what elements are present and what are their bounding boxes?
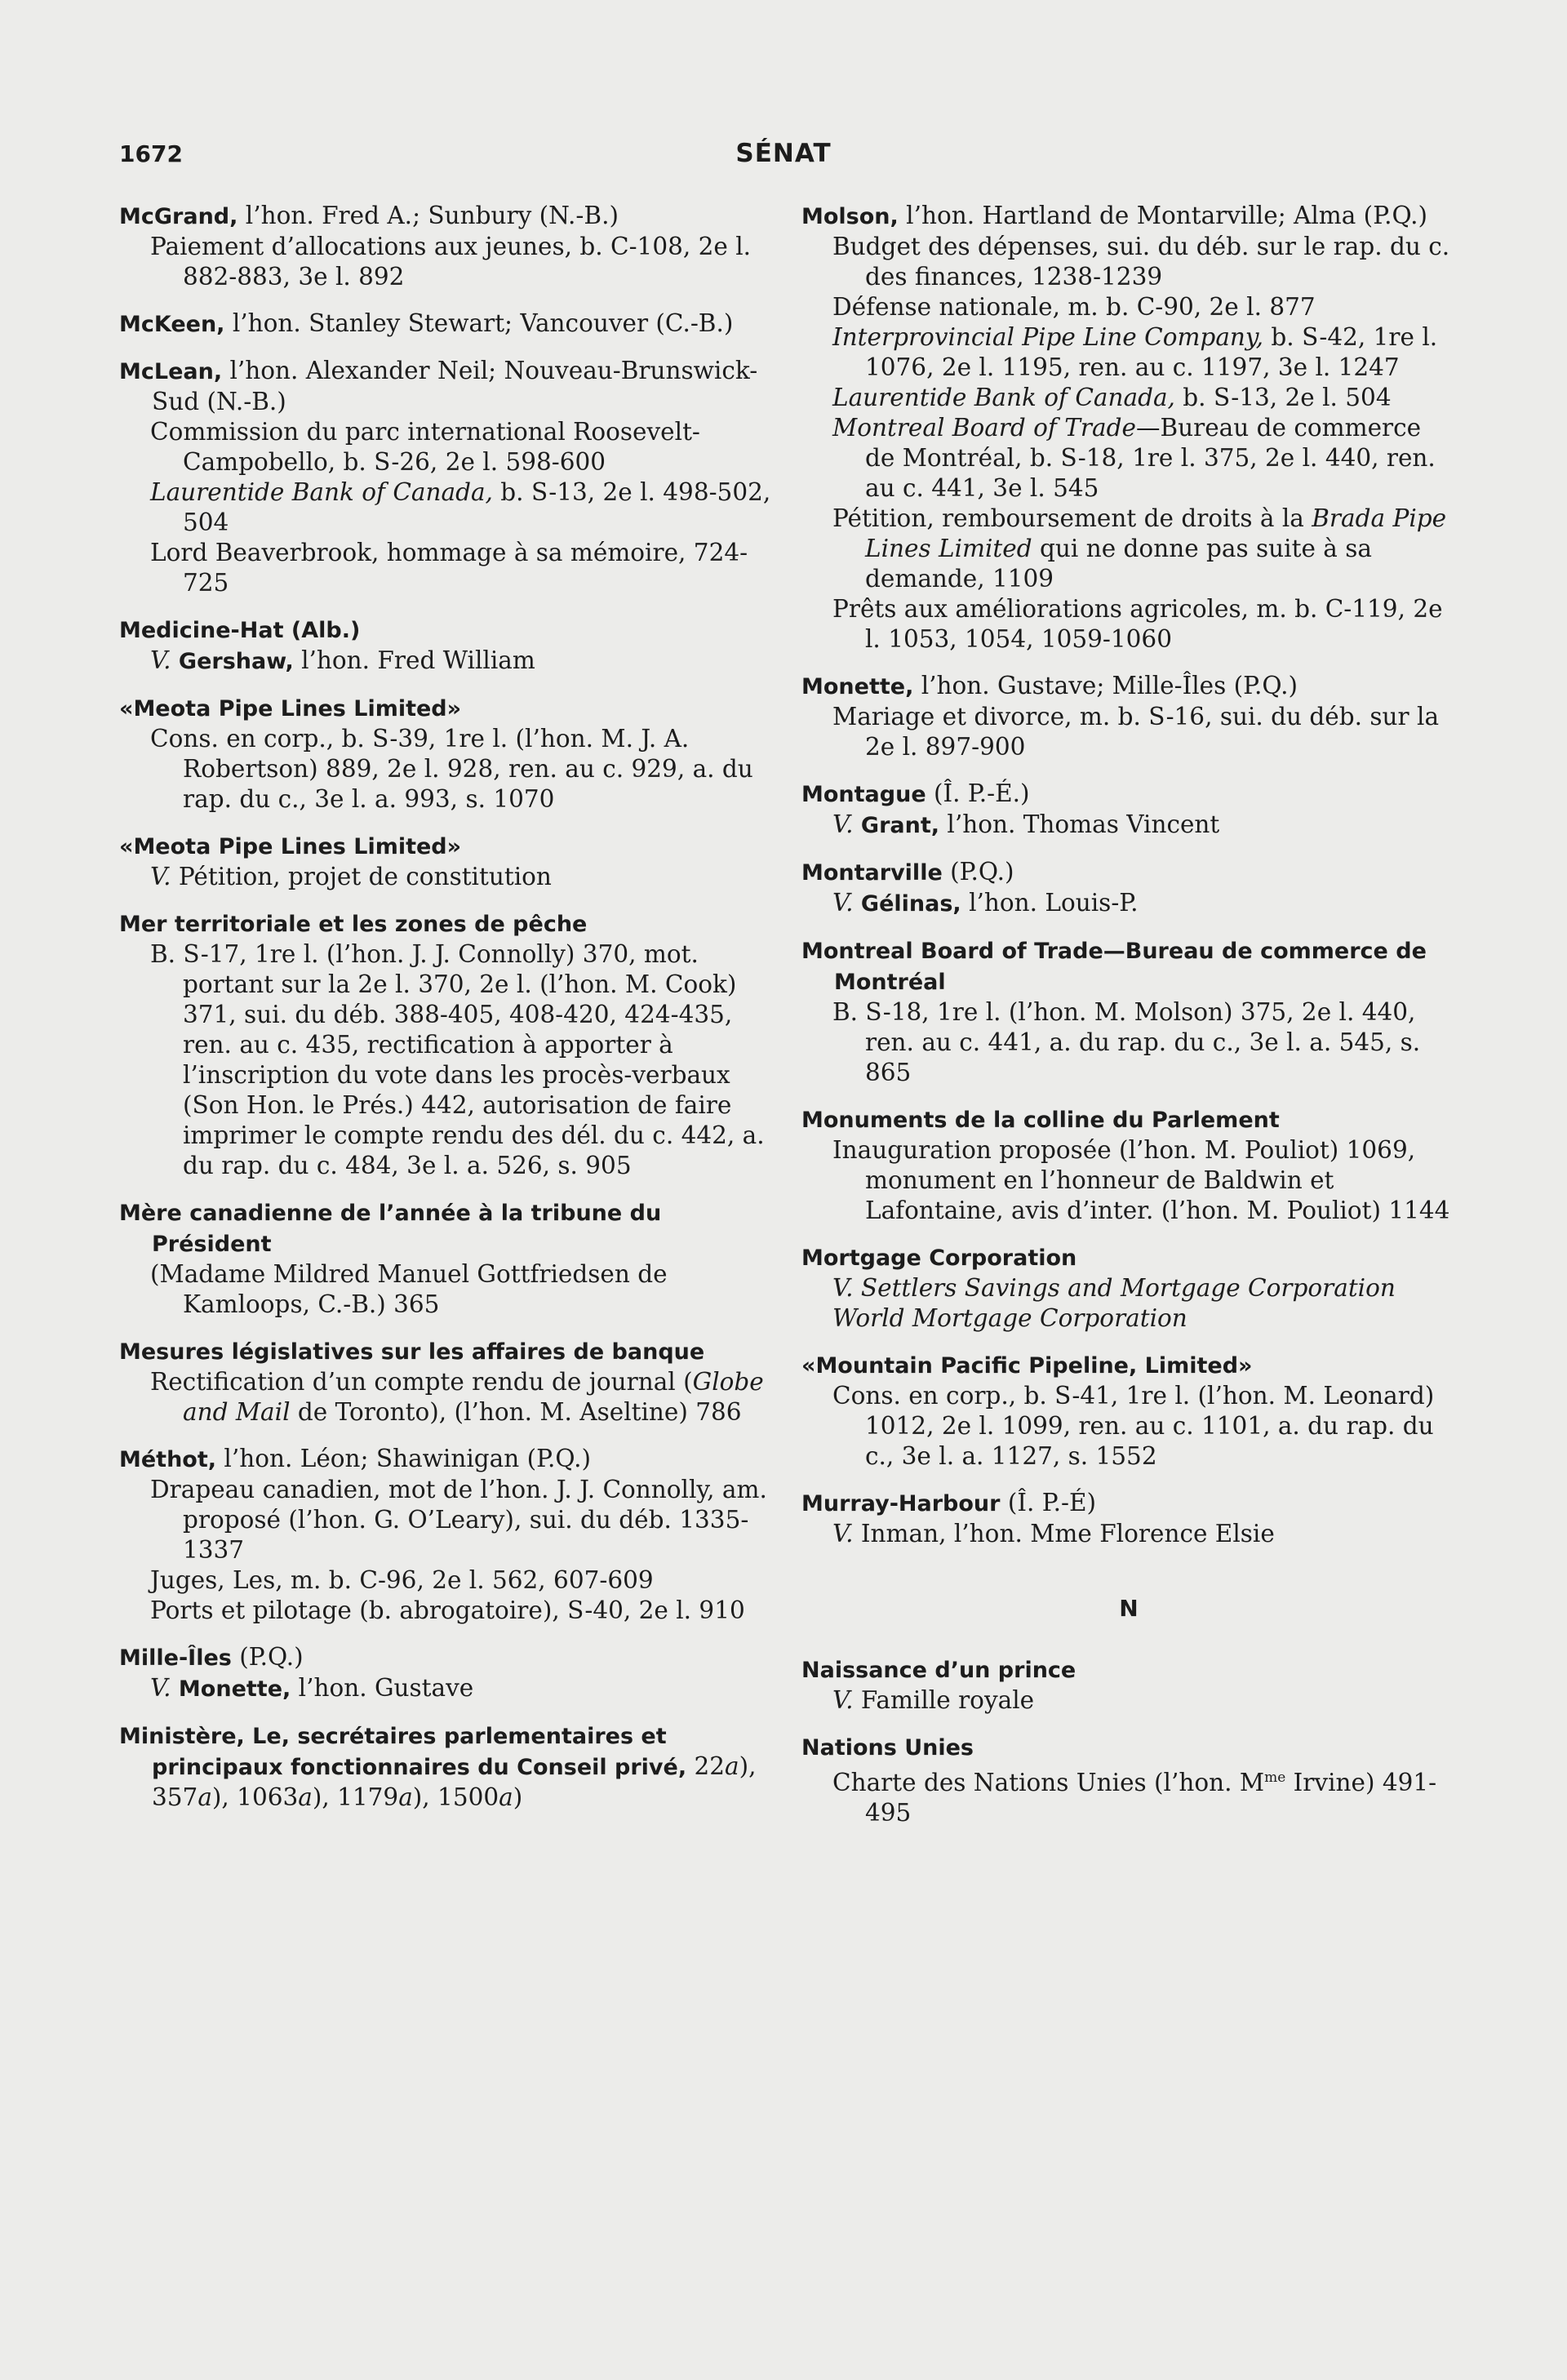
entry-heading: Montreal Board of Trade—Bureau de commerce de Montréal [801,939,1427,995]
index-entry [801,935,1456,1088]
entry-subentry: B. S-18, 1re l. (l’hon. M. Molson) 375, 2e l. 440, ren. au c. 441, a. du rap. du c., 3e l. a. 545, s. 865 [832,998,1421,1086]
running-head: SÉNAT [735,139,832,168]
entry-heading: Medicine-Hat (Alb.) [119,618,361,643]
index-entry [119,831,774,892]
index-entry [801,1350,1456,1472]
entry-heading: Molson, l’hon. Hartland de Montarville; Alma (P.Q.) [801,202,1428,229]
index-entry [119,356,774,598]
index-entry [119,1642,774,1704]
index-entry [801,779,1456,841]
entry-subentry: V. Pétition, projet de constitution [150,863,552,890]
left-column [119,201,774,1829]
entry-subentry: Cons. en corp., b. S-41, 1re l. (l’hon. M. Leonard) 1012, 2e l. 1099, ren. au c. 1101, a. du rap. du c., 3e l. a. 1127, s. 1552 [832,1382,1435,1470]
entry-heading: Mille-Îles (P.Q.) [119,1643,304,1671]
entry-subentry: Montreal Board of Trade—Bureau de commerce de Montréal, b. S-18, 1re l. 375, 2e l. 440, ren. au c. 441, 3e l. 545 [832,414,1436,502]
entry-subentry: Drapeau canadien, mot de l’hon. J. J. Connolly, am. proposé (l’hon. G. O’Leary), sui. du déb. 1335-1337 [150,1476,767,1564]
entry-subentry: Juges, Les, m. b. C-96, 2e l. 562, 607-609 [150,1566,654,1594]
entry-subentry: V. Settlers Savings and Mortgage Corporation [832,1274,1396,1302]
entry-heading: Monuments de la colline du Parlement [801,1108,1280,1133]
entry-subentry: Laurentide Bank of Canada, b. S-13, 2e l. 504 [832,384,1392,411]
entry-heading: Montarville (P.Q.) [801,858,1014,886]
entry-subentry: V. Inman, l’hon. Mme Florence Elsie [832,1520,1275,1547]
index-entry [119,615,774,677]
entry-heading: Montague (Î. P.-É.) [801,779,1030,807]
entry-subentry: V. Monette, l’hon. Gustave [150,1674,474,1702]
index-entry [119,1444,774,1626]
entry-subentry: V. Famille royale [832,1686,1035,1714]
entry-subentry: V. Gélinas, l’hon. Louis-P. [832,889,1139,917]
index-entry [801,1242,1456,1334]
entry-heading: Naissance d’un prince [801,1658,1076,1683]
entry-heading: Monette, l’hon. Gustave; Mille-Îles (P.Q.) [801,672,1298,699]
entry-subentry: Inauguration proposée (l’hon. M. Pouliot) 1069, monument en l’honneur de Baldwin et Lafontaine, avis d’inter. (l’hon. M. Pouliot) 1144 [832,1136,1450,1224]
entry-subentry: Laurentide Bank of Canada, b. S-13, 2e l. 498-502, 504 [150,478,771,536]
entry-heading: Mortgage Corporation [801,1246,1077,1271]
index-entry [801,1104,1456,1226]
entry-subentry: Cons. en corp., b. S-39, 1re l. (l’hon. M. J. A. Robertson) 889, 2e l. 928, ren. au c. 929, a. du rap. du c., 3e l. a. 993, s. 1070 [150,725,753,813]
entry-heading: Ministère, Le, secrétaires parlementaires et principaux fonctionnaires du Conseil privé, 22a), 357a), 1063a), 1179a), 1500a) [119,1724,757,1811]
entry-heading: Mer territoriale et les zones de pêche [119,912,588,937]
index-entry [801,857,1456,919]
entry-subentry: World Mortgage Corporation [832,1304,1187,1332]
entry-heading: McLean, l’hon. Alexander Neil; Nouveau-Brunswick-Sud (N.-B.) [119,357,758,415]
index-entry [801,201,1456,655]
entry-subentry: B. S-17, 1re l. (l’hon. J. J. Connolly) 370, mot. portant sur la 2e l. 370, 2e l. (l’hon. M. Cook) 371, sui. du déb. 388-405, 408-420, 424-435, ren. au c. 435, rectification à apporter à l’inscription du vote dans les procès-verbaux (Son Hon. le Prés.) 442, autorisation de faire imprimer le compte rendu des dél. du c. 442, a. du rap. du c. 484, 3e l. a. 526, s. 905 [150,940,765,1179]
index-entry [801,671,1456,762]
index-entry [801,1654,1456,1716]
index-entry [801,1488,1456,1549]
entry-subentry: V. Gershaw, l’hon. Fred William [150,646,535,674]
index-entry [119,309,774,340]
entry-subentry: Mariage et divorce, m. b. S-16, sui. du déb. sur la 2e l. 897-900 [832,703,1440,761]
entry-heading: McKeen, l’hon. Stanley Stewart; Vancouver (C.-B.) [119,309,734,337]
page-number: 1672 [119,140,183,167]
entry-subentry: Budget des dépenses, sui. du déb. sur le rap. du c. des finances, 1238-1239 [832,233,1450,291]
entry-heading: Nations Unies [801,1735,974,1761]
entry-subentry: Paiement d’allocations aux jeunes, b. C-108, 2e l. 882-883, 3e l. 892 [150,233,752,291]
entry-subentry: Prêts aux améliorations agricoles, m. b. C-119, 2e l. 1053, 1054, 1059-1060 [832,595,1443,653]
index-entry [119,908,774,1181]
entry-subentry: Interprovincial Pipe Line Company, b. S-42, 1re l. 1076, 2e l. 1195, ren. au c. 1197, 3e l. 1247 [832,323,1438,381]
entry-subentry: Pétition, remboursement de droits à la Brada Pipe Lines Limited qui ne donne pas suite à sa demande, 1109 [832,504,1447,593]
entry-subentry: V. Grant, l’hon. Thomas Vincent [832,810,1220,838]
entry-subentry: (Madame Mildred Manuel Gottfriedsen de Kamloops, C.-B.) 365 [150,1260,668,1318]
index-entry [119,693,774,815]
index-entry [119,1721,774,1813]
index-entry [119,201,774,292]
index-entry [801,1732,1456,1828]
entry-heading: Murray-Harbour (Î. P.-É) [801,1489,1097,1516]
entry-heading: «Mountain Pacific Pipeline, Limited» [801,1353,1253,1379]
entry-heading: Mesures législatives sur les affaires de banque [119,1339,705,1365]
entry-heading: Mère canadienne de l’année à la tribune du Président [119,1201,662,1257]
entry-subentry: Ports et pilotage (b. abrogatoire), S-40, 2e l. 910 [150,1596,745,1624]
entry-subentry: Charte des Nations Unies (l’hon. $M^{me}$ Irvine) 491-495 [832,1768,1437,1827]
right-column [801,201,1456,1845]
entry-heading: «Meota Pipe Lines Limited» [119,834,462,859]
entry-heading: Méthot, l’hon. Léon; Shawinigan (P.Q.) [119,1445,591,1472]
entry-subentry: Commission du parc international Roosevelt-Campobello, b. S-26, 2e l. 598-600 [150,418,700,476]
entry-subentry: Lord Beaverbrook, hommage à sa mémoire, 724-725 [150,539,748,597]
entry-heading: McGrand, l’hon. Fred A.; Sunbury (N.-B.) [119,202,619,229]
index-entry [119,1197,774,1320]
index-entry [119,1336,774,1428]
section-letter: N [1119,1595,1139,1622]
entry-subentry: Rectification d’un compte rendu de journal (Globe and Mail de Toronto), (l’hon. M. Aseltine) 786 [150,1368,764,1426]
entry-heading: «Meota Pipe Lines Limited» [119,696,462,722]
entry-subentry: Défense nationale, m. b. C-90, 2e l. 877 [832,293,1316,321]
